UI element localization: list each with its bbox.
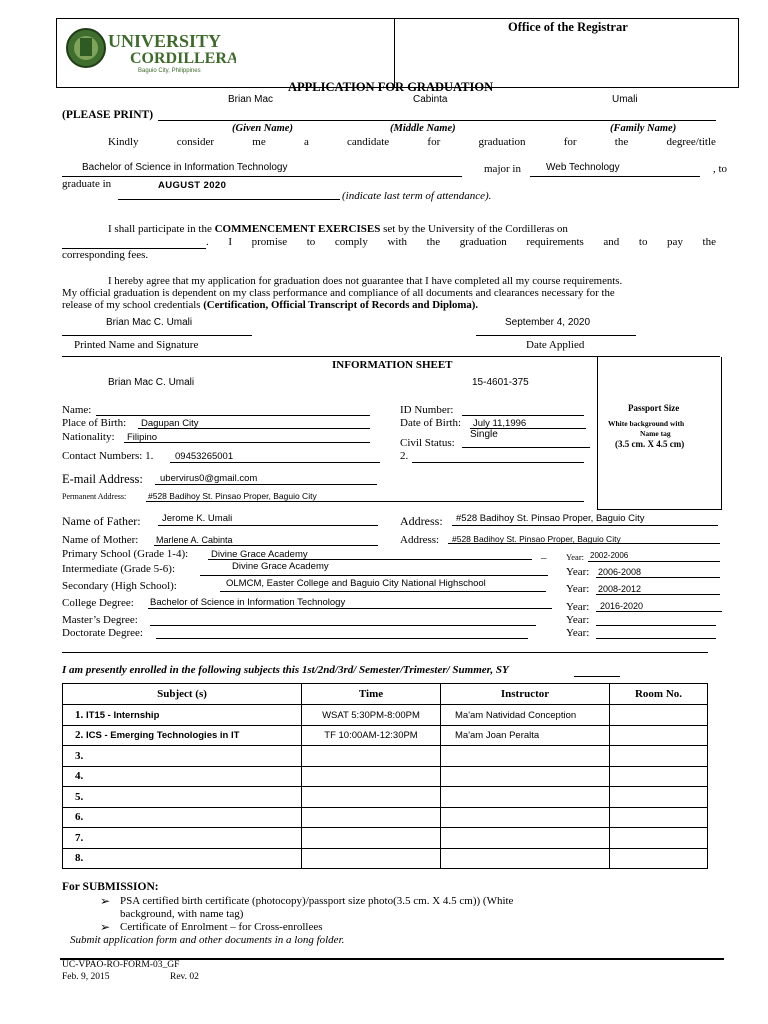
- kindly-consider-line: [108, 136, 716, 148]
- passport-title: Passport Size: [628, 403, 680, 413]
- college-year-label: Year:: [566, 601, 590, 613]
- table-row[interactable]: [63, 705, 708, 726]
- dob-label: Date of Birth:: [400, 417, 462, 429]
- word: the: [614, 136, 629, 148]
- date-applied-label: Date Applied: [526, 339, 585, 351]
- secondary-year-label: Year:: [566, 583, 590, 595]
- agree-line3: [62, 299, 478, 311]
- instructor-cell[interactable]: [441, 848, 610, 869]
- commencement-part: I shall participate in the: [108, 223, 215, 235]
- signature-name-value[interactable]: Brian Mac C. Umali: [106, 317, 193, 328]
- agree-line2: My official graduation is dependent on my class performance and compliance of all documents and clearances necessary for the: [62, 287, 615, 299]
- date-applied-value[interactable]: September 4, 2020: [505, 317, 591, 328]
- room-cell[interactable]: [610, 705, 708, 726]
- masters-year-label: Year:: [566, 614, 590, 626]
- time-cell[interactable]: [302, 828, 441, 849]
- intermediate-year-value[interactable]: 2006-2008: [598, 567, 642, 577]
- table-row[interactable]: [63, 766, 708, 787]
- table-row[interactable]: [63, 828, 708, 849]
- time-cell[interactable]: [302, 848, 441, 869]
- time-cell[interactable]: [302, 705, 441, 726]
- primary-year-value[interactable]: 2002-2006: [590, 551, 629, 560]
- email-label: E-mail Address:: [62, 472, 143, 486]
- father-address-label: Address:: [400, 514, 443, 528]
- primary-dash: _: [541, 548, 547, 560]
- word: a: [303, 136, 309, 148]
- intermediate-value[interactable]: Divine Grace Academy: [232, 561, 329, 572]
- row-number: 4.: [75, 770, 84, 783]
- id-number-label: ID Number:: [400, 404, 454, 416]
- room-cell[interactable]: [610, 787, 708, 808]
- room-cell[interactable]: [610, 725, 708, 746]
- logo-line2: CORDILLERAS: [130, 50, 236, 67]
- contact-label: Contact Numbers: 1.: [62, 450, 154, 462]
- info-sheet-title: INFORMATION SHEET: [332, 359, 453, 371]
- subject-cell[interactable]: [63, 828, 302, 849]
- word: for: [563, 136, 577, 148]
- table-row[interactable]: [63, 746, 708, 767]
- room-cell[interactable]: [610, 828, 708, 849]
- instructor-header: Instructor: [441, 684, 610, 705]
- form-title: APPLICATION FOR GRADUATION: [288, 80, 494, 94]
- instructor-cell[interactable]: [441, 787, 610, 808]
- row-number: 2.: [75, 729, 84, 742]
- subject-cell[interactable]: [63, 725, 302, 746]
- table-row[interactable]: [63, 807, 708, 828]
- middle-name-label: (Middle Name): [390, 123, 456, 134]
- name-label: Name:: [62, 404, 92, 416]
- subject-header: Subject (s): [63, 684, 302, 705]
- time-header: Time: [302, 684, 441, 705]
- intermediate-label: Intermediate (Grade 5-6):: [62, 563, 175, 575]
- submission-item1-line2: background, with name tag): [120, 908, 244, 920]
- nationality-value[interactable]: Filipino: [127, 432, 158, 443]
- row-number: 8.: [75, 852, 84, 865]
- subject-cell[interactable]: [63, 705, 302, 726]
- word: me: [252, 136, 266, 148]
- secondary-value[interactable]: OLMCM, Easter College and Baguio City National Highschool: [226, 578, 486, 589]
- room-cell[interactable]: [610, 746, 708, 767]
- mother-address-value[interactable]: #528 Badihoy St. Pinsao Proper, Baguio City: [452, 534, 621, 544]
- word: Kindly: [108, 136, 139, 148]
- dob-value[interactable]: July 11,1996: [473, 418, 527, 429]
- civil-status-label: Civil Status:: [400, 437, 455, 449]
- fees-text: corresponding fees.: [62, 249, 149, 261]
- permanent-address-value[interactable]: #528 Badihoy St. Pinsao Proper, Baguio City: [148, 491, 317, 501]
- time-cell[interactable]: [302, 807, 441, 828]
- form-date: Feb. 9, 2015: [62, 972, 110, 982]
- father-label: Name of Father:: [62, 514, 141, 528]
- row-number: 3.: [75, 749, 84, 762]
- email-value[interactable]: ubervirus0@gmail.com: [160, 473, 258, 484]
- table-row[interactable]: [63, 787, 708, 808]
- mother-value[interactable]: Marlene A. Cabinta: [156, 535, 233, 545]
- word: consider: [176, 136, 215, 148]
- commencement-part: set by the University of the Cordilleras on: [380, 223, 568, 235]
- doctorate-label: Doctorate Degree:: [62, 627, 143, 639]
- nationality-label: Nationality:: [62, 431, 115, 443]
- middle-name-value[interactable]: Cabinta: [413, 94, 448, 105]
- subject-cell[interactable]: [63, 746, 302, 767]
- commencement-text: [108, 223, 568, 235]
- college-label: College Degree:: [62, 597, 134, 609]
- contact2-label: 2.: [400, 450, 409, 462]
- subject-cell[interactable]: [63, 787, 302, 808]
- indicate-term-note: (indicate last term of attendance).: [342, 190, 492, 202]
- instructor-cell[interactable]: [441, 705, 610, 726]
- civil-status-value[interactable]: Single: [470, 429, 498, 440]
- submission-item1-line1: PSA certified birth certificate (photocopy)/passport size photo(3.5 cm. X 4.5 cm)) (White: [120, 895, 514, 907]
- printed-name-label: Printed Name and Signature: [74, 339, 199, 351]
- word: degree/title: [666, 136, 716, 148]
- primary-label: Primary School (Grade 1-4):: [62, 548, 189, 560]
- room-header: Room No.: [610, 684, 708, 705]
- instructor-cell[interactable]: [441, 746, 610, 767]
- instructor-cell[interactable]: [441, 725, 610, 746]
- contact-value[interactable]: 09453265001: [175, 451, 234, 462]
- given-name-value[interactable]: Brian Mac: [228, 94, 274, 105]
- degree-value[interactable]: Bachelor of Science in Information Technology: [82, 162, 288, 173]
- graduate-term-value[interactable]: AUGUST 2020: [158, 180, 227, 191]
- subject-value[interactable]: IT15 - Internship: [86, 709, 160, 721]
- form-code: UC-VPAO-RO-FORM-03_GF: [62, 960, 180, 970]
- instructor-cell[interactable]: [441, 828, 610, 849]
- time-cell[interactable]: [302, 746, 441, 767]
- row-number: 5.: [75, 790, 84, 803]
- arrow-bullet-icon: ➢: [100, 920, 111, 934]
- college-year-value[interactable]: 2016-2020: [600, 601, 644, 611]
- time-cell[interactable]: [302, 766, 441, 787]
- instructor-cell[interactable]: [441, 807, 610, 828]
- room-cell[interactable]: [610, 766, 708, 787]
- agree-line1: I hereby agree that my application for graduation does not guarantee that I have completed all my course requirements.: [108, 275, 623, 287]
- form-rev: Rev. 02: [170, 972, 199, 982]
- doctorate-year-label: Year:: [566, 627, 590, 639]
- agree-part: release of my school credentials: [62, 299, 204, 311]
- major-in-label: major in: [484, 163, 521, 175]
- instructor-value[interactable]: Ma'am Joan Peralta: [455, 730, 540, 742]
- enrolled-statement: I am presently enrolled in the following subjects this 1st/2nd/3rd/ Semester/Trimester/ Summer, SY: [62, 664, 509, 676]
- row-number: 7.: [75, 831, 84, 844]
- room-cell[interactable]: [610, 848, 708, 869]
- father-address-value[interactable]: #528 Badihoy St. Pinsao Proper, Baguio City: [456, 513, 645, 524]
- row-number: 6.: [75, 811, 84, 824]
- passport-line3: Name tag: [640, 429, 671, 438]
- mother-address-label: Address:: [400, 534, 440, 546]
- family-name-value[interactable]: Umali: [612, 94, 638, 105]
- table-row[interactable]: [63, 848, 708, 869]
- submission-item2: Certificate of Enrolment – for Cross-enrollees: [120, 921, 323, 933]
- word: graduation: [478, 136, 526, 148]
- logo-line1: UNIVERSITY: [108, 31, 222, 51]
- time-value[interactable]: WSAT 5:30PM-8:00PM: [322, 709, 420, 721]
- submission-note: Submit application form and other documents in a long folder.: [70, 934, 345, 946]
- masters-label: Master’s Degree:: [62, 614, 138, 626]
- word: candidate: [347, 136, 390, 148]
- subject-value[interactable]: ICS - Emerging Technologies in IT: [86, 730, 240, 742]
- given-name-label: (Given Name): [232, 123, 293, 134]
- time-cell[interactable]: [302, 725, 441, 746]
- office-title: Office of the Registrar: [508, 20, 628, 34]
- logo-subtitle: Baguio City, Philippines: [138, 68, 201, 74]
- family-name-label: (Family Name): [610, 123, 677, 134]
- university-logo: [64, 24, 236, 74]
- subjects-table: [62, 683, 708, 869]
- passport-line2: White background with: [608, 419, 685, 428]
- father-value[interactable]: Jerome K. Umali: [162, 513, 233, 524]
- row-number: 1.: [75, 708, 84, 721]
- subject-cell[interactable]: [63, 807, 302, 828]
- college-value[interactable]: Bachelor of Science in Information Technology: [150, 597, 346, 608]
- time-value[interactable]: TF 10:00AM-12:30PM: [324, 730, 418, 742]
- graduate-in-label: graduate in: [62, 178, 112, 190]
- pob-label: Place of Birth:: [62, 417, 127, 429]
- major-value[interactable]: Web Technology: [546, 162, 620, 173]
- table-header-row: [63, 684, 708, 705]
- submission-title: For SUBMISSION:: [62, 881, 159, 893]
- id-number-value[interactable]: 15-4601-375: [472, 377, 529, 388]
- agree-bold: (Certification, Official Transcript of Records and Diploma).: [203, 299, 479, 311]
- commencement-bold: COMMENCEMENT EXERCISES: [214, 223, 381, 235]
- info-name-value[interactable]: Brian Mac C. Umali: [108, 377, 195, 388]
- to-label: , to: [713, 163, 728, 175]
- arrow-bullet-icon: ➢: [100, 894, 111, 908]
- primary-year-label: Year:: [566, 552, 585, 562]
- secondary-label: Secondary (High School):: [62, 580, 177, 592]
- primary-value[interactable]: Divine Grace Academy: [211, 549, 308, 560]
- passport-line4: (3.5 cm. X 4.5 cm): [615, 439, 685, 449]
- subject-cell[interactable]: [63, 766, 302, 787]
- promise-text: . I promise to comply with the graduation requirements and to pay the: [206, 236, 716, 248]
- word: for: [427, 136, 441, 148]
- please-print-label: (PLEASE PRINT): [62, 109, 154, 121]
- instructor-value[interactable]: Ma'am Natividad Conception: [455, 709, 577, 721]
- room-cell[interactable]: [610, 807, 708, 828]
- intermediate-year-label: Year:: [566, 566, 590, 578]
- instructor-cell[interactable]: [441, 766, 610, 787]
- table-row[interactable]: [63, 725, 708, 746]
- secondary-year-value[interactable]: 2008-2012: [598, 584, 642, 594]
- subject-cell[interactable]: [63, 848, 302, 869]
- time-cell[interactable]: [302, 787, 441, 808]
- permanent-address-label: Permanent Address:: [62, 492, 127, 501]
- pob-value[interactable]: Dagupan City: [141, 418, 199, 429]
- mother-label: Name of Mother:: [62, 534, 139, 546]
